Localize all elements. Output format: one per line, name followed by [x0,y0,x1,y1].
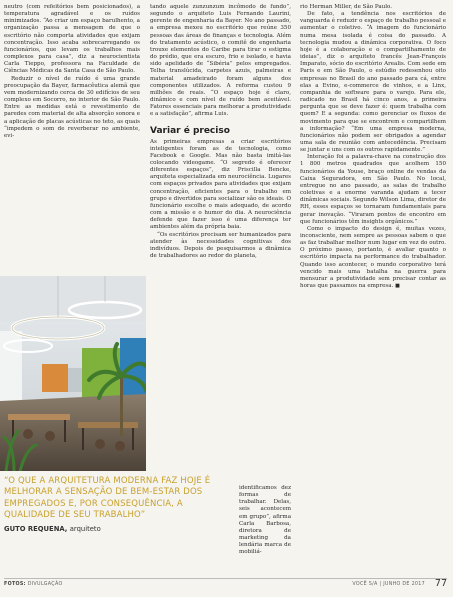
article-column-2-tail [239,485,291,557]
article-column-3 [300,4,446,290]
paragraph: identificamos dez formas de trabalhar. Delas, seis acontecem em grupo”, afirma Carla Barbosa, diretora de marketing da lendária marca de mobiliá- [239,485,291,556]
photo-credit-value: DIVULGAÇÃO [27,582,63,587]
end-of-article-icon: ■ [395,283,400,290]
paragraph: As primeiras empresas a criar escritórios inteligentes foram as de tecnologia, como Facebook e Google. Mas não basta imitá-las colocando videogame. “O segredo é oferecer diferentes espaços”, diz Priscilla Bencke, arquiteta especializada em neurociência. Lugares com espaços privados para atividades que exijam concentração, eficientes para o trabalho em grupo e divertidos para socializar são os ideais. O funcionário escolhe o mais adequado, de acordo com a missão e o humor do dia. A neurociência defende que fazer isso é uma diferença ter ambientes além da própria baia. [150,138,291,231]
paragraph: “Os escritórios precisam ser humanizados para atender às necessidades cognitivas dos indivíduos. Depois de pesquisarmos a dinâmica de trabalhadores ao redor do planeta, [150,231,291,259]
section-subhead: Variar é preciso [150,125,230,136]
paragraph [300,226,446,290]
article-column-2 [150,4,291,260]
paragraph: De fato, a tendência nos escritórios de vanguarda é reduzir o espaço de trabalho pessoal e aumentar o coletivo. “A imagem do funcionário numa mesa isolada é coisa do passado. A tecnologia mudou a dinâmica corporativa. O foco hoje é a colaboração e o compartilhamento de ideias”, diz o arquiteto francês Jean-François Imparato, sócio do escritório Arealis. Com sede em Paris e em São Paulo, o estúdio redesenhou oito empresas no Brasil do ano passado para cá, entre elas a Evino, e-commerce de vinhos, e a Linx, companhia de software para o varejo. Para ele, radicado no Brasil há cinco anos, a primeira pergunta que se deve fazer é: quem trabalha com quem? E a segunda: como gerenciar os fluxos de movimento para que se encontrem e compartilhem a informação? “Em uma empresa moderna, funcionários não podem ser obrigados a agendar uma sala de reunião com antecedência. Precisam se juntar e uns com os outros rapidamente.” [300,11,446,154]
paragraph-text: Como o impacto do design é, muitas vezes, inconsciente, nem sempre as pessoas sabem o que as faz trabalhar melhor num lugar em vez do outro. O próximo passo, portanto, é avaliar quanto o escritório impacta na performance do trabalhador. Quando isso acontecer, o mundo corporativo terá vencido mais uma batalha na guerra para mensurar a produtividade sem precisar contar as horas que passamos na empresa. [300,225,446,290]
paragraph: neutro (com refeitórios bem posicionados), a temperatura agradável e os ruídos minimizados. “Ao criar um espaço barulhento, a organização passa a mensagem de que o escritório não comporta atividades que exijam concentração. Isso acaba sobrecarregando os funcionários, que levam os trabalhos mais complexos para casa”, diz a neurocientista Carla Tieppo, professora na Faculdade de Ciências Médicas da Santa Casa de São Paulo. [4,4,140,75]
pull-quote-role: arquiteto [69,524,101,533]
magazine-issue: VOCÊ S/A | JUNHO DE 2017 [352,582,425,587]
pull-quote-author: GUTO REQUENA, [4,524,68,533]
paragraph: rio Herman Miller, de São Paulo. [300,4,393,10]
page-number: 77 [434,578,447,589]
pull-quote-text: “O QUE A ARQUITETURA MODERNA FAZ HOJE É MELHORAR A SENSAÇÃO DE BEM-ESTAR DOS EMPREGADOS E, POR CONSEQUÊNCIA, A QUALIDADE DE SEU TRABALHO” [4,476,211,521]
paragraph: tando aquele zunzunzum incômodo de fundo”, segundo o arquiteto Luis Fernando Laurini, gerente de engenharia da Bayer. No ano passado, a empresa mexeu no escritório que reúne 350 pessoas das áreas de finanças e tecnologia. Além do tratamento acústico, o comitê de engenharia trouxe elementos do Caribe para tirar o estigma do prédio, que era escuro, frio e isolado, e havia sido apelidado de “Sibéria” pelos empregados. Telha translúcida, carpetes azuis, palmeiras e material amadeirado foram alguns dos componentes utilizados. A reforma custou 9 milhões de reais. “O espaço hoje é claro, dinâmico e com nível de ruído bem aceitável. Fatores essenciais para melhorar a produtividade e a satisfação”, afirma Luis. [150,4,291,118]
pull-quote-attribution [4,525,232,533]
paragraph: Interação foi a palavra-chave na construção dos 1 800 metros quadrados que acolhem 150 funcionários da Youse, braço online de vendas da Caixa Seguradora, em São Paulo. No local, entregue no ano passado, as salas de trabalho coletivas e a enorme varanda ajudam a tecer dinâmicas sociais. Segundo Wilson Lima, diretor de RH, esses espaços se tornaram fundamentais para gerar inovação. “Viraram pontos de encontro em que funcionários têm insights orgânicos.” [300,154,446,225]
photo-credit [4,582,63,587]
photo-credit-label: FOTOS: [4,582,26,587]
office-photo [0,276,146,471]
page-footer [4,578,447,591]
article-column-1 [4,4,140,140]
paragraph: Reduzir o nível de ruído é uma grande preocupação da Bayer, farmacêutica alemã que vem modernizando cerca de 30 edifícios de seu complexo em Socorro, no interior de São Paulo. Entre as medidas está o revestimento de paredes com material de alta absorção sonora e a aplicação de placas acústicas no teto, as quais “impedem o som de reverberar no ambiente, evi- [4,75,140,139]
pull-quote [4,476,232,533]
